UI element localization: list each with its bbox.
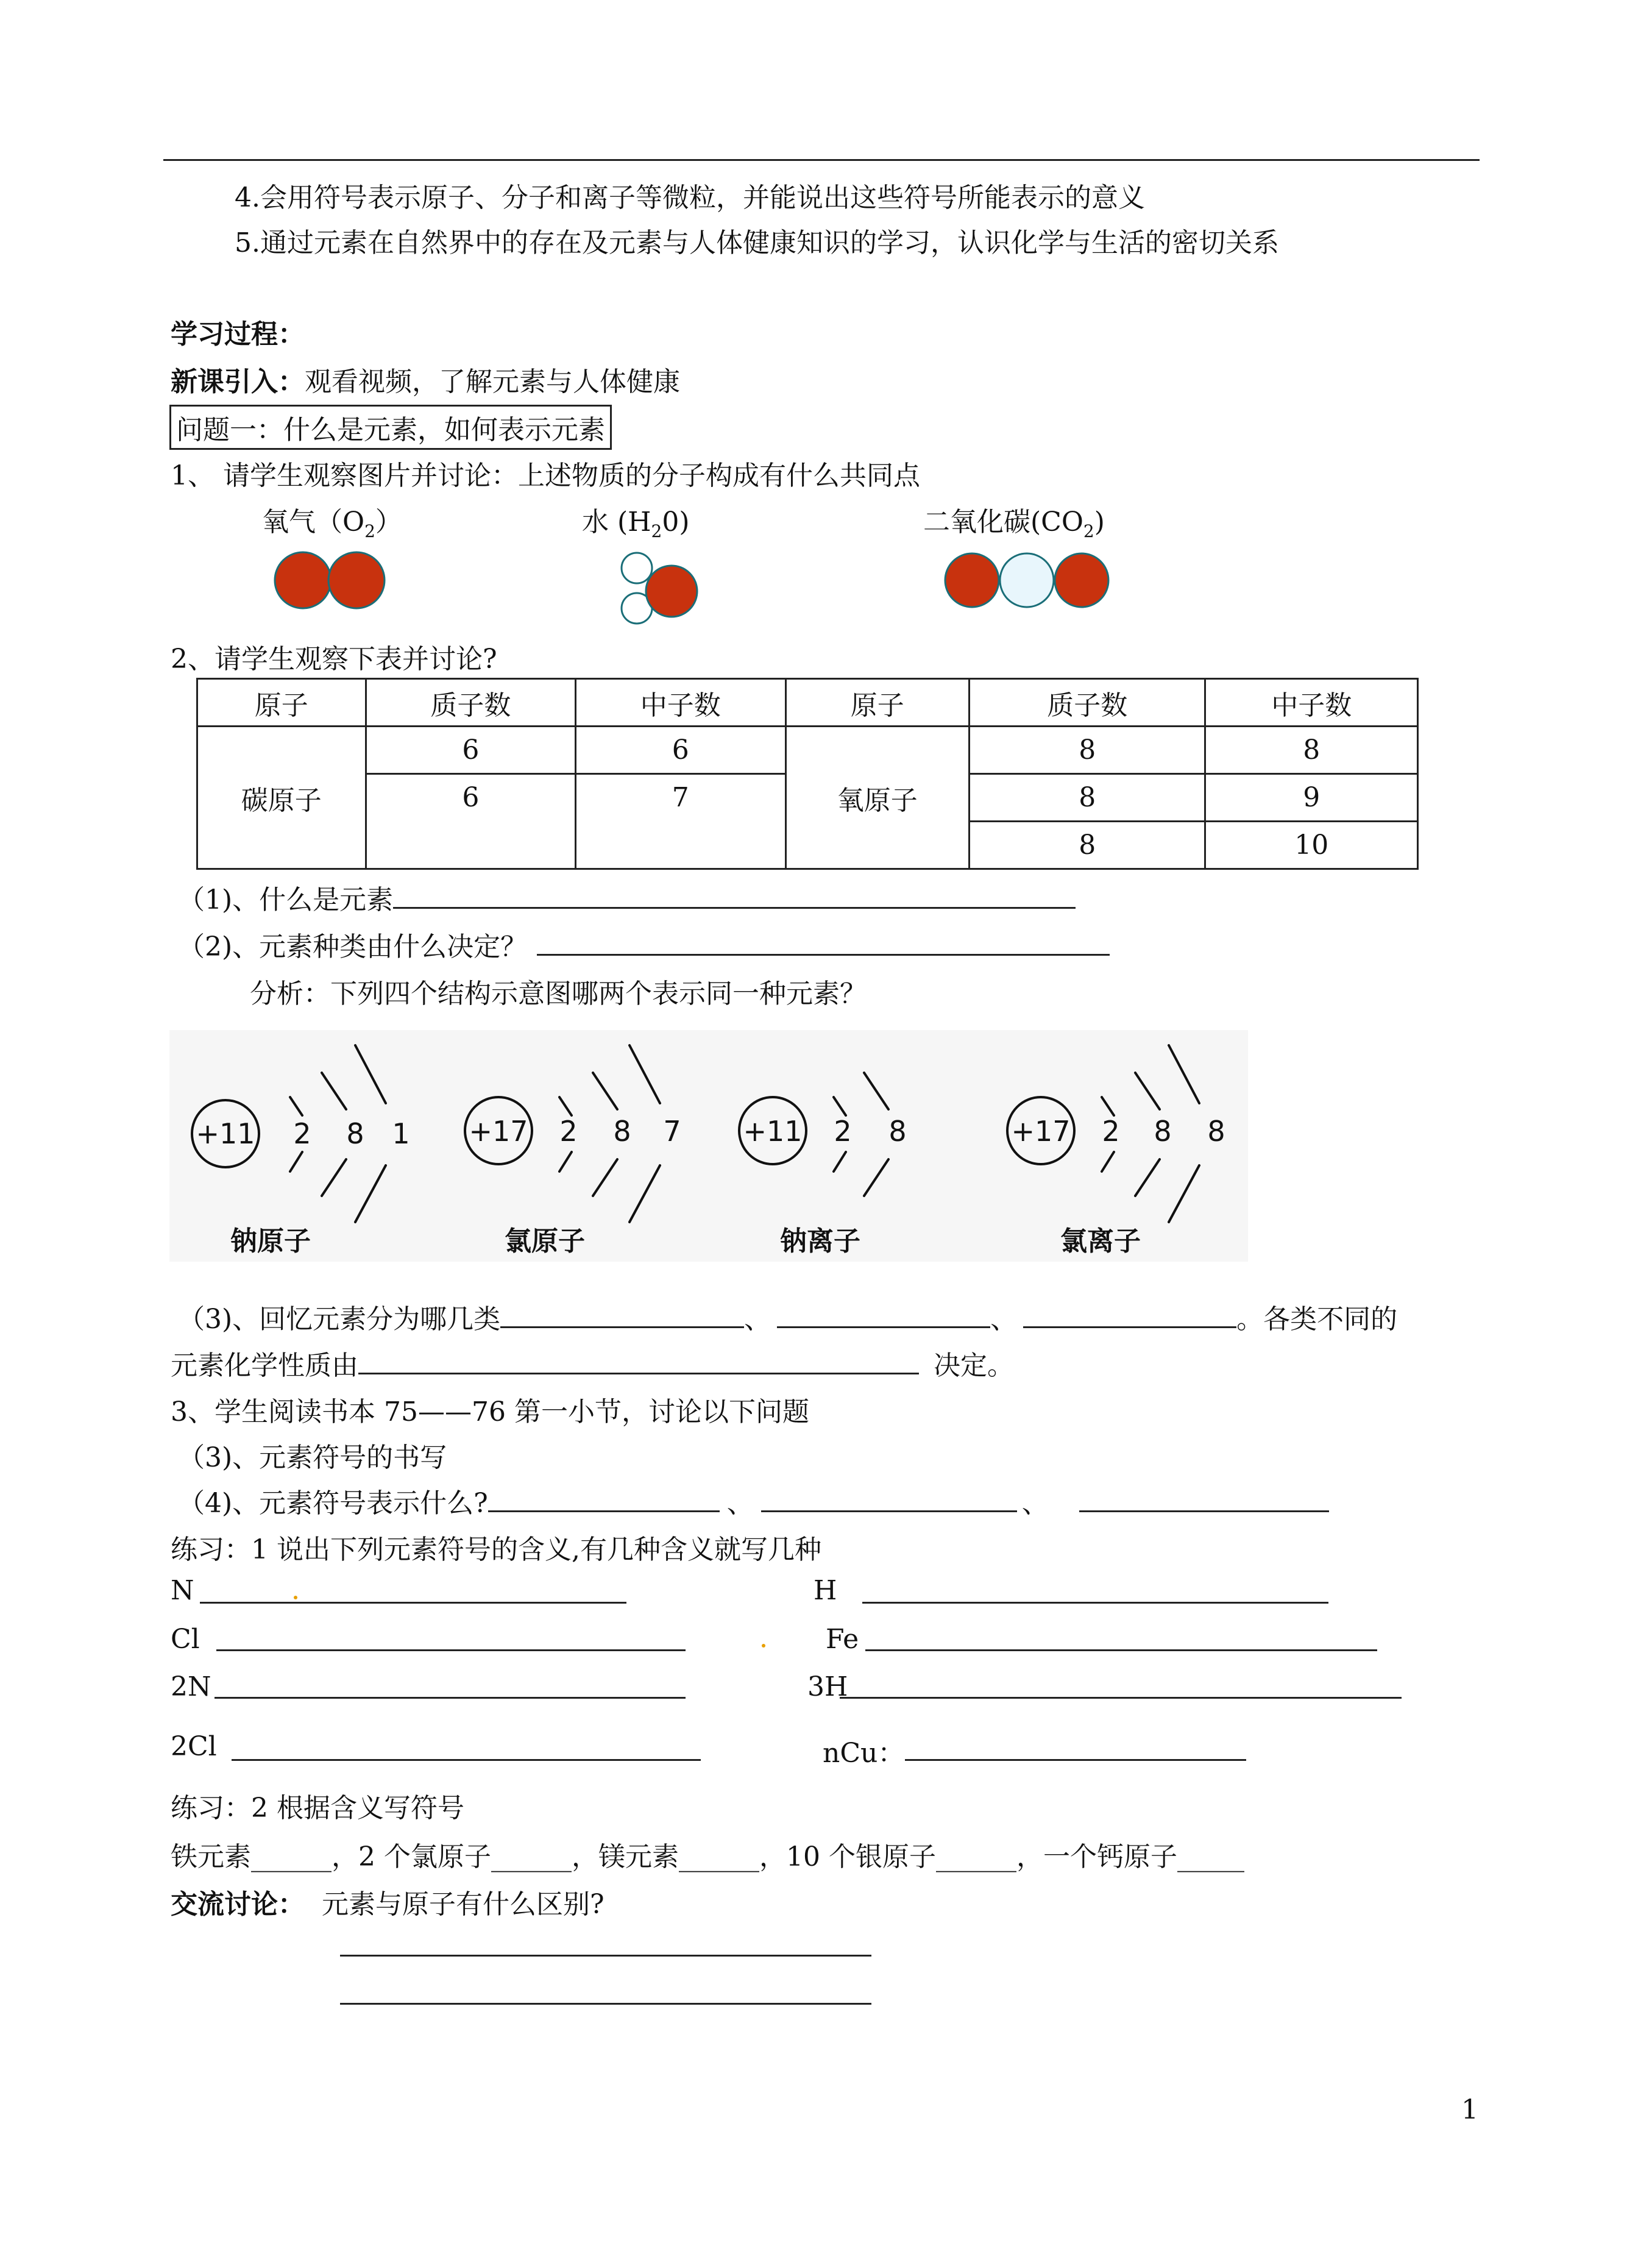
intro-line [171,360,680,399]
answer-blank[interactable] [1079,1484,1329,1512]
answer-blank[interactable] [216,1649,686,1651]
symbol-fe: Fe [826,1624,859,1655]
table-cell: 6 [366,774,575,869]
answer-line[interactable] [340,1955,871,1957]
question-what-element: （1)、什么是元素 [178,878,1076,917]
shell-electrons: 2 [293,1117,311,1150]
answer-blank[interactable] [232,1759,701,1761]
exercise-2-line: 铁元素______，2 个氯原子______，镁元素______，10 个银原子______，一个钙原子_____ [171,1841,1244,1872]
table-cell: 9 [1205,774,1418,822]
nucleus-charge: +17 [469,1115,528,1148]
shell-electrons: 8 [613,1115,631,1148]
discussion-text: 元素与原子有什么区别? [322,1889,604,1920]
answer-blank[interactable] [200,1602,626,1604]
question-1: 问题一：什么是元素，如何表示元素 [169,405,612,450]
molecule-label-co2: 二氧化碳$(CO_2)$ [923,507,1105,541]
answer-blank[interactable] [840,1697,1402,1699]
answer-blank[interactable] [777,1299,990,1328]
process-title: 学习过程： [171,319,305,350]
objective-4: 4.会用符号表示原子、分子和离子等微粒，并能说出这些符号所能表示的意义 [235,182,1145,213]
discussion-line [171,1882,604,1921]
analysis-text: 分析：下列四个结构示意图哪两个表示同一种元素？ [250,978,867,1009]
question-recall: （3)、回忆元素分为哪几类 、 、 。各类不同的 [178,1297,1397,1336]
exercise-2: 练习：2 根据含义写符号 [171,1793,464,1824]
shell-electrons: 1 [392,1117,410,1150]
answer-blank[interactable] [537,927,1110,956]
answer-blank[interactable] [1023,1299,1236,1328]
item-2: 2、请学生观察下表并讨论? [171,644,497,675]
header-rule [163,159,1480,161]
table-cell: 8 [970,727,1205,774]
diagram-label: 氯原子 [505,1226,585,1257]
nucleus-charge: +11 [743,1115,803,1148]
shell-electrons: 2 [834,1115,852,1148]
h2o-molecule [615,549,719,634]
stray-dot [762,1644,765,1648]
symbol-2n: 2N [171,1671,211,1702]
shell-electrons: 8 [888,1115,907,1148]
symbol-ncu: nCu： [823,1738,905,1769]
table-cell: 10 [1205,822,1418,869]
table-cell: 8 [970,822,1205,869]
carbon-atom-cell: 碳原子 [197,727,366,869]
atom-table [196,678,1419,870]
question-meaning: （4)、元素符号表示什么? 、 、 [178,1481,1329,1520]
answer-blank[interactable] [865,1649,1377,1651]
answer-blank[interactable] [393,880,1076,909]
discussion-label: 交流讨论： [171,1889,305,1920]
table-cell: 6 [576,727,785,774]
answer-line[interactable] [340,2003,871,2005]
item-3: 3、学生阅读书本 75——76 第一小节，讨论以下问题 [171,1396,809,1427]
table-cell: 7 [576,774,785,869]
intro-text: 观看视频，了解元素与人体健康 [305,366,680,397]
symbol-cl: Cl [171,1624,200,1655]
table-header: 中子数 [1205,679,1418,727]
answer-blank[interactable] [214,1697,686,1699]
table-cell: 6 [366,727,575,774]
table-row [197,727,1418,774]
nucleus-charge: +17 [1011,1115,1071,1148]
diagram-label: 氯离子 [1060,1226,1141,1257]
symbol-n: N [171,1575,194,1606]
question-decided: （2)、元素种类由什么决定？ [178,925,1110,964]
symbol-2cl: 2Cl [171,1731,217,1762]
co2-molecule [941,549,1118,616]
table-header: 质子数 [970,679,1205,727]
symbol-h: H [814,1575,837,1606]
shell-electrons: 2 [1102,1115,1120,1148]
item-1: 1、 请学生观察图片并讨论：上述物质的分子构成有什么共同点 [171,460,920,491]
answer-blank[interactable] [358,1346,919,1374]
molecule-label-o2: 氧气$(O_2)$ [262,507,402,541]
symbol-3h: 3H [807,1671,848,1702]
nucleus-charge: +11 [196,1117,255,1150]
stray-dot [294,1596,297,1599]
oxygen-atom-cell: 氧原子 [785,727,970,869]
structure-diagrams [169,1030,1248,1262]
table-header: 中子数 [576,679,785,727]
table-header: 原子 [785,679,970,727]
diagram-label: 钠原子 [230,1226,311,1257]
answer-blank[interactable] [761,1484,1017,1512]
question-recall-line2: 元素化学性质由 决定。 [171,1343,1014,1382]
molecule-label-h2o: 水 $(H_20)$ [582,507,690,541]
table-header: 原子 [197,679,366,727]
answer-blank[interactable] [862,1602,1328,1604]
table-cell: 8 [1205,727,1418,774]
exercise-1: 练习：1 说出下列元素符号的含义,有几种含义就写几种 [171,1534,821,1565]
shell-electrons: 7 [663,1115,681,1148]
table-header: 质子数 [366,679,575,727]
answer-blank[interactable] [488,1484,720,1512]
answer-blank[interactable] [500,1299,744,1328]
shell-electrons: 2 [559,1115,578,1148]
shell-electrons: 8 [1207,1115,1225,1148]
page-number: 1 [1461,2094,1478,2125]
table-header-row [197,679,1418,727]
table-cell: 8 [970,774,1205,822]
shell-electrons: 8 [346,1117,364,1150]
shell-electrons: 8 [1154,1115,1172,1148]
diagram-label: 钠离子 [780,1226,860,1257]
answer-blank[interactable] [905,1759,1246,1761]
objective-5: 5.通过元素在自然界中的存在及元素与人体健康知识的学习，认识化学与生活的密切关系 [235,227,1279,258]
intro-label: 新课引入： [171,366,305,397]
o2-molecule [268,549,402,616]
question-writing: （3)、元素符号的书写 [178,1442,447,1473]
